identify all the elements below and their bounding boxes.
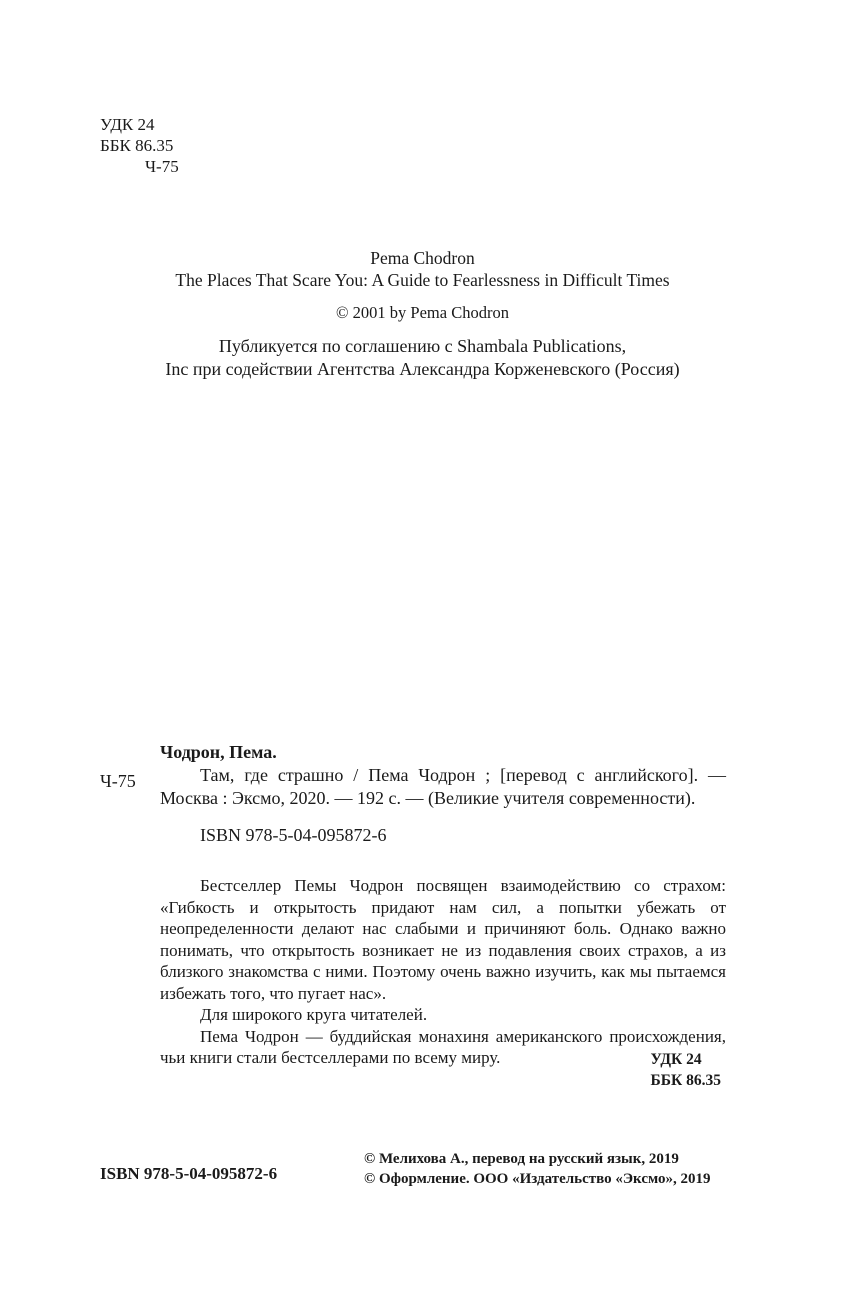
- bibliographic-record: [100, 741, 726, 847]
- annotation: [160, 875, 726, 1069]
- isbn-record: ISBN 978-5-04-095872-6: [200, 825, 387, 845]
- udc-code: УДК 24: [100, 115, 155, 134]
- annotation-paragraph: Пема Чодрон — буддийская монахиня американского происхождения, чьи книги стали бестселлерами по всему миру.: [160, 1026, 726, 1067]
- copyright-notices: [364, 1149, 711, 1189]
- classification-top: [100, 114, 179, 177]
- license-line-2: Inc при содействии Агентства Александра Корженевского (Россия): [165, 359, 680, 379]
- bbk-code: ББК 86.35: [650, 1072, 721, 1089]
- author-heading: Чодрон, Пема.: [160, 742, 277, 762]
- original-title: The Places That Scare You: A Guide to Fearlessness in Difficult Times: [175, 270, 670, 290]
- isbn-footer: ISBN 978-5-04-095872-6: [100, 1164, 278, 1183]
- copyright-design: © Оформление. ООО «Издательство «Эксмо», 2019: [364, 1171, 711, 1187]
- annotation-paragraph: Бестселлер Пемы Чодрон посвящен взаимодействию со страхом: «Гибкость и открытость придают нам сил, а попытки убежать от неопределенности делают нас слабыми и причиняют боль. Однако важно понимать, что открытость возникает не из подавления своих страхов, а из близкого знакомства с ними. Поэтому очень важно изучить, как мы пытаемся избежать того, что пугает нас».: [160, 876, 726, 1003]
- bbk-code: ББК 86.35: [100, 136, 174, 155]
- license-line-1: Публикуется по соглашению с Shambala Publications,: [218, 336, 627, 356]
- original-copyright: © 2001 by Pema Chodron: [336, 303, 509, 322]
- udc-code: УДК 24: [650, 1051, 702, 1068]
- classification-bottom: [651, 1049, 721, 1091]
- author-mark: Ч-75: [100, 771, 136, 791]
- author-mark: Ч-75: [145, 157, 179, 176]
- license-notice: [0, 335, 845, 381]
- annotation-paragraph: Для широкого круга читателей.: [200, 1005, 428, 1024]
- copyright-translation: © Мелихова А., перевод на русский язык, 2019: [364, 1151, 679, 1167]
- bibliographic-entry: Там, где страшно / Пема Чодрон ; [перевод с английского]. — Москва : Эксмо, 2020. — 192 с. — (Великие учителя современности).: [160, 765, 726, 808]
- original-author: Pema Chodron: [370, 248, 475, 268]
